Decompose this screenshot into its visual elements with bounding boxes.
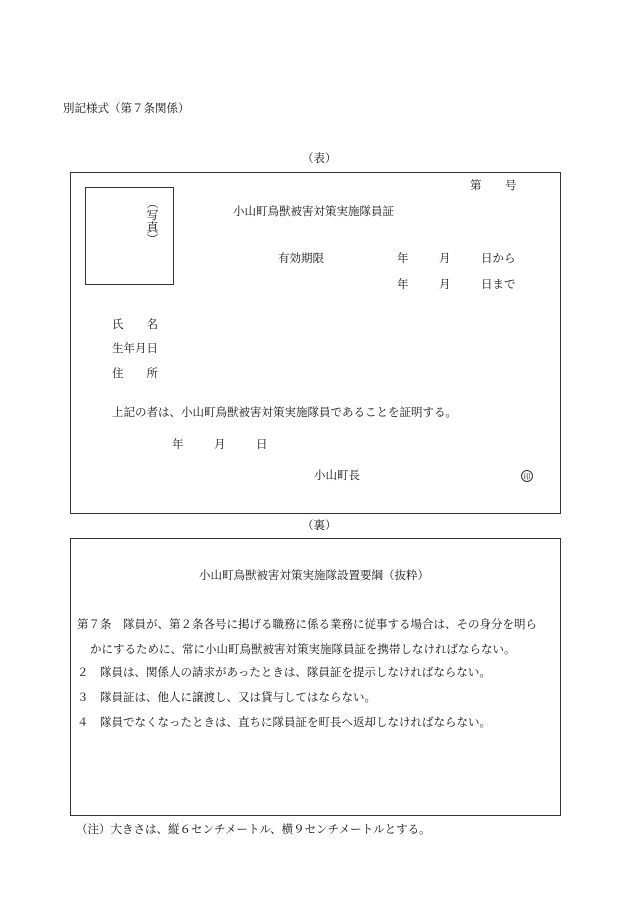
size-note: （注）大きさは、縦６センチメートル、横９センチメートルとする。	[76, 822, 431, 836]
photo-box	[85, 187, 174, 285]
number-dai: 第	[470, 178, 482, 192]
address-label: 住 所	[112, 366, 158, 380]
from-month: 月	[439, 251, 451, 265]
issuer: 小山町長	[314, 468, 360, 482]
number-go: 号	[505, 178, 517, 192]
item-4: ４ 隊員でなくなったときは、直ちに隊員証を町長へ返却しなければならない。	[77, 715, 491, 729]
date-year: 年	[172, 437, 184, 451]
front-side-label: （表）	[302, 151, 337, 165]
article7-line2: かにするために、常に小山町鳥獣被害対策実施隊員証を携帯しなければならない。	[90, 642, 516, 656]
article7-line1: 第７条 隊員が、第２条各号に掲げる職務に係る業務に従事する場合は、その身分を明ら	[77, 617, 537, 631]
date-month: 月	[214, 437, 226, 451]
name-label: 氏 名	[112, 317, 158, 331]
validity-label: 有効期限	[278, 251, 324, 265]
certify-text: 上記の者は、小山町鳥獣被害対策実施隊員であることを証明する。	[112, 405, 457, 419]
from-year: 年	[397, 251, 409, 265]
card-title: 小山町鳥獣被害対策実施隊員証	[233, 204, 394, 218]
item-2: ２ 隊員は、関係人の請求があったときは、隊員証を提示しなければならない。	[77, 665, 491, 679]
back-side-label: （裏）	[302, 518, 337, 532]
photo-label: （写真）	[145, 197, 159, 245]
item-3: ３ 隊員証は、他人に譲渡し、又は貸与してはならない。	[77, 690, 376, 704]
from-day: 日から	[481, 251, 516, 265]
until-day: 日まで	[481, 277, 516, 291]
seal-icon: 印	[521, 470, 533, 482]
birth-label: 生年月日	[112, 341, 158, 355]
date-day: 日	[256, 437, 268, 451]
back-title: 小山町鳥獣被害対策実施隊設置要綱（抜粋）	[199, 568, 429, 582]
form-label: 別記様式（第７条関係）	[63, 101, 190, 115]
until-month: 月	[439, 277, 451, 291]
until-year: 年	[397, 277, 409, 291]
